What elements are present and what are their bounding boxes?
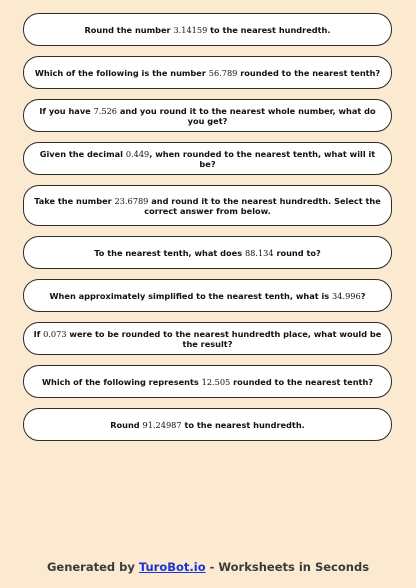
question-text <box>94 248 321 258</box>
question-text-after: ? <box>360 290 366 301</box>
question-text <box>110 420 305 430</box>
question-text <box>85 25 331 35</box>
question-card-9 <box>23 365 392 398</box>
turobot-link[interactable]: TuroBot.io <box>138 560 206 574</box>
question-text-before: Round the number <box>84 24 174 35</box>
question-text-before: To the nearest tenth, what does <box>94 247 245 258</box>
question-number: 34.996 <box>332 290 361 301</box>
question-card-2 <box>23 56 392 89</box>
question-card-5 <box>23 185 392 226</box>
question-list <box>23 13 392 451</box>
question-text-after: rounded to the nearest tenth? <box>237 67 381 78</box>
question-number: 0.073 <box>43 328 67 339</box>
question-text-before: Take the number <box>34 195 115 206</box>
question-text <box>34 106 381 126</box>
footer-prefix: Generated by <box>46 560 139 574</box>
question-number: 91.24987 <box>142 419 182 430</box>
question-text-before: When approximately simplified to the nearest tenth, what is <box>49 290 333 301</box>
question-number: 23.6789 <box>114 195 149 206</box>
question-card-1 <box>23 13 392 46</box>
question-number: 3.14159 <box>173 24 208 35</box>
question-number: 0.449 <box>125 148 150 159</box>
question-text <box>50 291 366 301</box>
question-card-3 <box>23 99 392 132</box>
question-text-after: rounded to the nearest tenth? <box>230 376 374 387</box>
question-card-10 <box>23 408 392 441</box>
question-text-after: , when rounded to the nearest tenth, what will it be? <box>149 148 376 169</box>
question-text <box>42 377 373 387</box>
question-text-after: were to be rounded to the nearest hundredth place, what would be the result? <box>66 328 382 349</box>
question-number: 7.526 <box>93 105 118 116</box>
question-text-after: and round it to the nearest hundredth. Select the correct answer from below. <box>144 195 381 216</box>
question-text-before: Which of the following is the number <box>34 67 209 78</box>
question-card-4 <box>23 142 392 175</box>
question-text-before: Given the decimal <box>39 148 126 159</box>
question-card-7 <box>23 279 392 312</box>
question-card-6 <box>23 236 392 269</box>
question-card-8 <box>23 322 392 355</box>
question-text-before: Which of the following represents <box>41 376 202 387</box>
question-text <box>34 149 381 169</box>
question-text <box>28 329 387 349</box>
question-text <box>35 68 380 78</box>
question-text-after: and you round it to the nearest whole number, what do you get? <box>117 105 376 126</box>
question-text-before: Round <box>110 419 143 430</box>
footer <box>0 560 416 574</box>
question-number: 12.505 <box>201 376 231 387</box>
question-number: 56.789 <box>208 67 238 78</box>
question-text-after: to the nearest hundredth. <box>181 419 305 430</box>
question-text-before: If you have <box>39 105 94 116</box>
question-text-after: round to? <box>273 247 321 258</box>
footer-suffix: - Worksheets in Seconds <box>205 560 370 574</box>
question-text-after: to the nearest hundredth. <box>207 24 331 35</box>
question-text-before: If <box>33 328 44 339</box>
question-number: 88.134 <box>244 247 274 258</box>
question-text <box>34 196 381 216</box>
